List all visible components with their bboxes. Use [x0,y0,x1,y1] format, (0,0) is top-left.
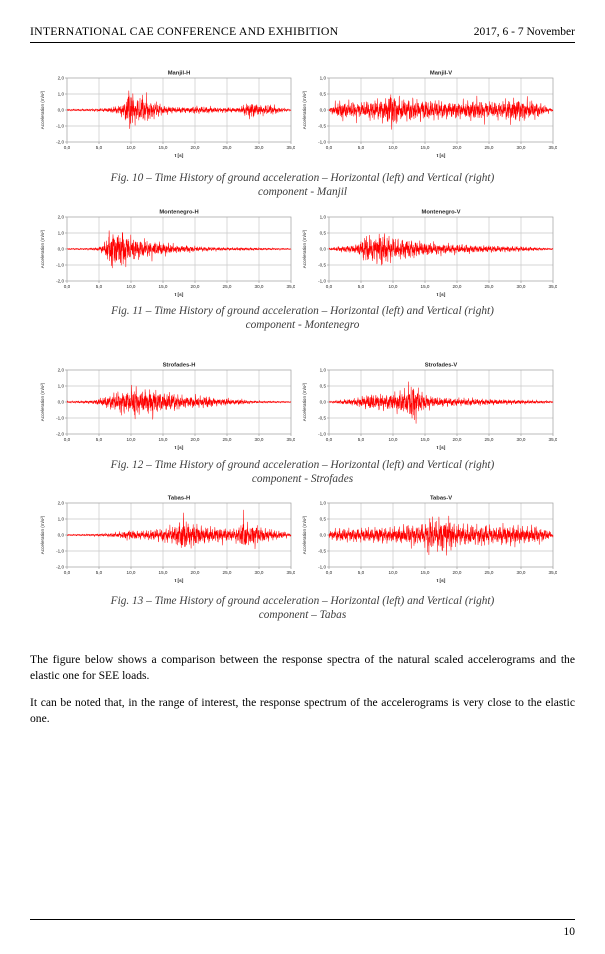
x-tick-label: 0,0 [325,437,333,442]
figure-row-12 [37,359,559,456]
figure-caption-10 [30,171,575,199]
y-tick-label: 1,0 [319,367,326,373]
chart-title: Manjil-V [429,70,453,77]
x-axis-label: t [s] [436,154,446,159]
y-axis-label: Acceleration (m/s²) [302,229,307,269]
x-tick-label: 35,0 [548,437,557,442]
x-tick-label: 10,0 [126,145,136,150]
y-axis-label: Acceleration (m/s²) [40,229,45,269]
y-tick-label: -2,0 [56,278,64,284]
x-tick-label: 0,0 [325,145,333,150]
x-axis-label: t [s] [436,293,446,298]
figure-row-10 [37,67,559,164]
chart-montenegro-h [37,206,295,303]
y-axis-label: Acceleration (m/s²) [40,90,45,130]
y-tick-label: 0,0 [57,246,64,252]
y-tick-label: -0,5 [318,262,326,268]
y-axis-label: Acceleration (m/s²) [40,515,45,555]
x-axis-label: t [s] [436,446,446,451]
conference-date: 2017, 6 - 7 November [473,26,575,38]
chart-tabas-v [299,492,557,589]
y-tick-label: 2,0 [57,75,64,81]
x-tick-label: 20,0 [190,437,200,442]
x-tick-label: 10,0 [126,437,136,442]
y-tick-label: 0,5 [319,230,326,236]
chart-svg [299,206,557,303]
x-axis-label: t [s] [174,293,184,298]
x-axis-label: t [s] [174,579,184,584]
x-tick-label: 0,0 [63,437,71,442]
x-tick-label: 0,0 [63,145,71,150]
y-tick-label: 2,0 [57,500,64,506]
x-tick-label: 10,0 [388,145,398,150]
y-tick-label: 2,0 [57,367,64,373]
x-tick-label: 5,0 [95,284,103,289]
figure-caption-11 [30,304,575,332]
chart-manjil-v [299,67,557,164]
chart-title: Manjil-H [167,70,191,77]
x-tick-label: 25,0 [222,284,232,289]
page-number: 10 [563,926,575,938]
x-tick-label: 15,0 [420,437,430,442]
x-tick-label: 10,0 [126,570,136,575]
y-tick-label: 2,0 [57,214,64,220]
y-tick-label: 0,0 [319,532,326,538]
chart-tabas-h [37,492,295,589]
x-tick-label: 35,0 [548,570,557,575]
y-axis-label: Acceleration (m/s²) [302,90,307,130]
caption-line-2: component – Tabas [258,609,347,621]
chart-svg [37,359,295,456]
x-tick-label: 0,0 [63,284,71,289]
y-axis-label: Acceleration (m/s²) [40,382,45,422]
x-tick-label: 0,0 [63,570,71,575]
y-tick-label: -1,0 [56,548,64,554]
y-tick-label: -1,0 [318,564,326,570]
y-tick-label: 1,0 [57,516,64,522]
x-tick-label: 15,0 [158,570,168,575]
chart-svg [37,206,295,303]
y-tick-label: -2,0 [56,139,64,145]
y-tick-label: 0,0 [319,107,326,113]
y-tick-label: 1,0 [57,91,64,97]
y-tick-label: 0,0 [319,399,326,405]
x-tick-label: 35,0 [286,145,295,150]
y-tick-label: -0,5 [318,123,326,129]
waveform-line [329,95,553,130]
x-tick-label: 15,0 [158,284,168,289]
x-tick-label: 5,0 [95,145,103,150]
x-tick-label: 10,0 [388,437,398,442]
x-tick-label: 5,0 [357,145,365,150]
chart-title: Strofades-V [424,362,458,369]
x-tick-label: 20,0 [452,145,462,150]
caption-line-1: Fig. 13 – Time History of ground acceleration – Horizontal (left) and Vertical (right) [110,595,495,607]
x-tick-label: 15,0 [420,145,430,150]
x-tick-label: 20,0 [190,284,200,289]
y-tick-label: -1,0 [318,139,326,145]
x-tick-label: 5,0 [357,570,365,575]
paragraph-1: The figure below shows a comparison between the response spectra of the natural scaled accelerograms and the elastic one for SEE loads. [30,653,575,682]
x-tick-label: 30,0 [254,437,264,442]
x-tick-label: 0,0 [325,284,333,289]
caption-line-1: Fig. 12 – Time History of ground acceleration – Horizontal (left) and Vertical (right) [110,459,495,471]
y-tick-label: 1,0 [319,214,326,220]
x-tick-label: 30,0 [254,570,264,575]
footer-rule [30,919,575,920]
x-tick-label: 0,0 [325,570,333,575]
x-tick-label: 10,0 [388,284,398,289]
waveform-line [67,231,291,268]
y-tick-label: 1,0 [319,75,326,81]
x-tick-label: 25,0 [484,145,494,150]
y-tick-label: -1,0 [56,123,64,129]
chart-svg [37,492,295,589]
x-tick-label: 35,0 [548,145,557,150]
y-tick-label: 0,0 [57,107,64,113]
caption-line-2: component - Manjil [257,186,348,198]
chart-title: Tabas-H [167,495,191,502]
x-tick-label: 30,0 [254,284,264,289]
x-tick-label: 35,0 [286,570,295,575]
figure-caption-13 [30,594,575,622]
x-tick-label: 5,0 [95,570,103,575]
x-tick-label: 35,0 [286,437,295,442]
x-tick-label: 25,0 [484,570,494,575]
x-tick-label: 30,0 [516,437,526,442]
caption-line-1: Fig. 11 – Time History of ground acceleration – Horizontal (left) and Vertical (right) [111,305,494,317]
x-tick-label: 15,0 [420,284,430,289]
y-tick-label: -1,0 [56,415,64,421]
caption-line-2: component - Strofades [251,473,354,485]
caption-line-2: component - Montenegro [245,319,360,331]
figure-caption-12 [30,458,575,486]
chart-svg [299,359,557,456]
y-tick-label: 1,0 [319,500,326,506]
x-tick-label: 35,0 [548,284,557,289]
paragraph-2: It can be noted that, in the range of interest, the response spectrum of the accelerograms is very close to the elastic one. [30,696,575,725]
x-axis-label: t [s] [174,154,184,159]
chart-svg [299,67,557,164]
y-tick-label: -1,0 [56,262,64,268]
x-axis-label: t [s] [174,446,184,451]
chart-title: Strofades-H [162,362,196,369]
x-tick-label: 5,0 [357,284,365,289]
chart-strofades-v [299,359,557,456]
waveform-line [67,385,291,419]
x-tick-label: 30,0 [516,284,526,289]
x-axis-label: t [s] [436,579,446,584]
body-text [30,652,575,738]
y-tick-label: 0,5 [319,383,326,389]
waveform-line [67,91,291,129]
y-tick-label: 0,5 [319,516,326,522]
x-tick-label: 5,0 [357,437,365,442]
figure-row-11 [37,206,559,303]
x-tick-label: 30,0 [516,570,526,575]
chart-strofades-h [37,359,295,456]
figure-row-13 [37,492,559,589]
y-tick-label: -1,0 [318,431,326,437]
x-tick-label: 20,0 [190,145,200,150]
chart-montenegro-v [299,206,557,303]
y-axis-label: Acceleration (m/s²) [302,382,307,422]
x-tick-label: 20,0 [190,570,200,575]
waveform-line [67,510,291,549]
y-tick-label: -1,0 [318,278,326,284]
x-tick-label: 25,0 [484,284,494,289]
page-header [30,24,575,43]
chart-manjil-h [37,67,295,164]
y-tick-label: 0,5 [319,91,326,97]
x-tick-label: 30,0 [516,145,526,150]
y-axis-label: Acceleration (m/s²) [302,515,307,555]
waveform-line [329,234,553,266]
chart-svg [299,492,557,589]
x-tick-label: 25,0 [222,570,232,575]
chart-title: Tabas-V [429,495,453,502]
y-tick-label: -2,0 [56,431,64,437]
x-tick-label: 5,0 [95,437,103,442]
x-tick-label: 15,0 [420,570,430,575]
x-tick-label: 10,0 [388,570,398,575]
x-tick-label: 25,0 [222,145,232,150]
y-tick-label: -2,0 [56,564,64,570]
x-tick-label: 25,0 [484,437,494,442]
x-tick-label: 20,0 [452,570,462,575]
y-tick-label: 1,0 [57,383,64,389]
x-tick-label: 20,0 [452,284,462,289]
x-tick-label: 30,0 [254,145,264,150]
x-tick-label: 25,0 [222,437,232,442]
chart-svg [37,67,295,164]
waveform-line [329,382,553,424]
y-tick-label: -0,5 [318,415,326,421]
y-tick-label: 0,0 [57,532,64,538]
chart-title: Montenegro-V [421,209,461,216]
y-tick-label: -0,5 [318,548,326,554]
x-tick-label: 15,0 [158,437,168,442]
y-tick-label: 0,0 [57,399,64,405]
conference-title: INTERNATIONAL CAE CONFERENCE AND EXHIBITION [30,24,339,38]
waveform-line [329,516,553,555]
caption-line-1: Fig. 10 – Time History of ground acceleration – Horizontal (left) and Vertical (right) [110,172,495,184]
chart-title: Montenegro-H [159,209,199,216]
x-tick-label: 15,0 [158,145,168,150]
y-tick-label: 1,0 [57,230,64,236]
x-tick-label: 35,0 [286,284,295,289]
x-tick-label: 20,0 [452,437,462,442]
y-tick-label: 0,0 [319,246,326,252]
x-tick-label: 10,0 [126,284,136,289]
